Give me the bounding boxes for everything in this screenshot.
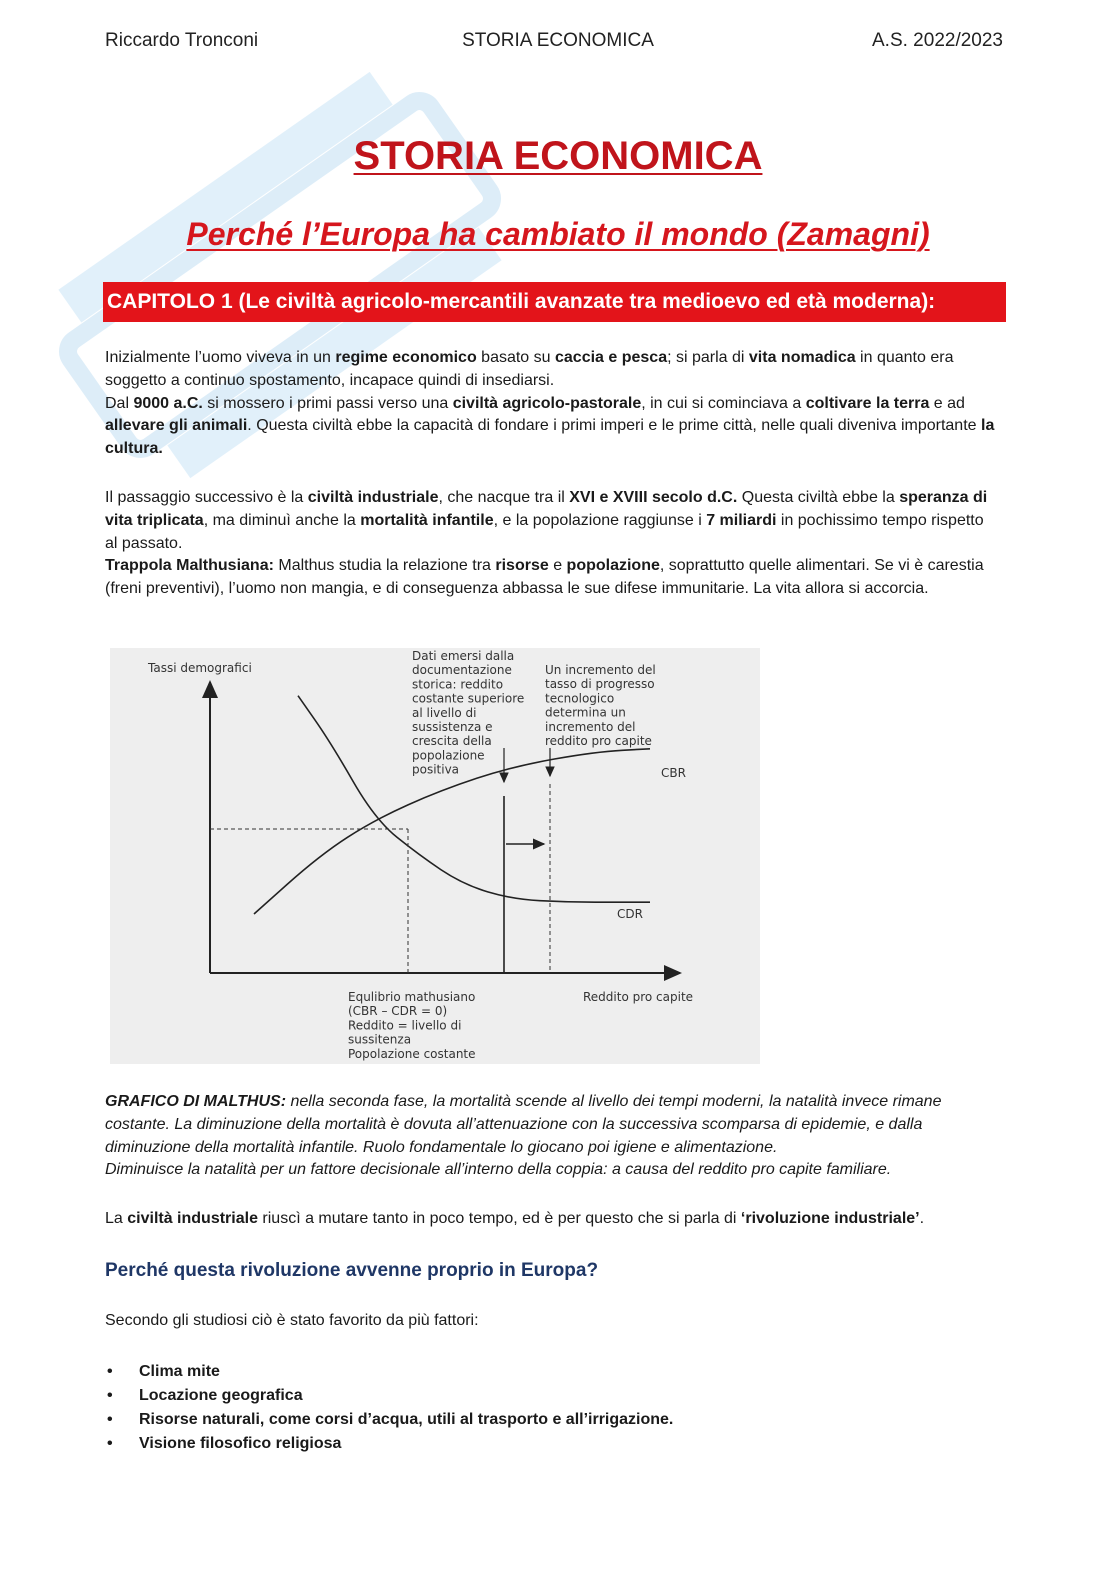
annotation-line: costante superiore [412, 691, 525, 706]
bullet-icon: • [107, 1411, 113, 1428]
annotation-line: storica: reddito [412, 677, 504, 692]
bullet-icon: • [107, 1387, 113, 1404]
factor-text: Visione filosofico religiosa [139, 1435, 342, 1452]
factors-intro: Secondo gli studiosi ciò è stato favorito da più fattori: [105, 1312, 479, 1329]
page-title: STORIA ECONOMICA [353, 134, 763, 178]
annotation-line: determina un [545, 705, 626, 720]
page-subtitle: Perché l’Europa ha cambiato il mondo (Zamagni) [186, 216, 930, 252]
annotation-line: popolazione [412, 748, 485, 763]
annotation-line: Equlibrio mathusiano [348, 990, 476, 1004]
annotation-line: incremento del [545, 719, 636, 734]
paragraph-nomadic: Inizialmente l’uomo viveva in un regime economico basato su caccia e pesca; si parla di vita nomadica in quanto era soggetto a continuo spostamento, incapace quindi di insediarsi. Dal 9000 a.C. si mossero i primi passi verso una civiltà agricolo-pastorale, in cui si cominciava a coltivare la terra e ad allevare gli animali. Questa civiltà ebbe la capacità di fondare i primi imperi e le prime città, nelle quali diveniva importante la cultura. [105, 349, 995, 458]
annotation-line: positiva [412, 762, 460, 777]
annotation-line: al livello di [412, 705, 477, 720]
header-course: STORIA ECONOMICA [462, 30, 654, 51]
annotation-line: crescita della [412, 734, 492, 749]
annotation-line: documentazione [412, 663, 512, 678]
factor-item [105, 1408, 905, 1432]
factor-item [105, 1360, 905, 1384]
factor-text: Risorse naturali, come corsi d’acqua, utili al trasporto e all’irrigazione. [139, 1411, 674, 1428]
bullet-icon: • [107, 1363, 113, 1380]
cbr-label: CBR [661, 766, 686, 780]
annotation-line: sussitenza [348, 1032, 412, 1047]
malthus-chart [110, 648, 760, 1064]
annotation-line: Popolazione costante [348, 1046, 476, 1061]
annotation-line: Reddito = livello di [348, 1018, 462, 1033]
annotation-tech-progress [545, 663, 656, 748]
malthus-chart-svg [110, 648, 760, 1064]
annotation-line: Un incremento del [545, 663, 656, 677]
annotation-line: (CBR – CDR = 0) [348, 1004, 448, 1019]
malthus-explanation: GRAFICO DI MALTHUS: nella seconda fase, la mortalità scende al livello dei tempi moderni, la natalità invece rimane costante. La diminuzione della mortalità è dovuta all’attenuazione con la successiva scomparsa di epidemie, e dalla diminuzione della mortalità infantile. Ruolo fondamentale lo giocano poi igiene e alimentazione. Diminuisce la natalità per un fattore decisionale all’interno della coppia: a causa del reddito pro capite familiare. [105, 1093, 942, 1179]
header-author: Riccardo Tronconi [105, 30, 259, 51]
factor-text: Locazione geografica [139, 1387, 303, 1404]
factors-list [105, 1360, 905, 1456]
bullet-icon: • [107, 1435, 113, 1452]
annotation-line: reddito pro capite [545, 734, 652, 748]
section-question-heading: Perché questa rivoluzione avvenne proprio in Europa? [105, 1260, 599, 1281]
factor-item [105, 1384, 905, 1408]
annotation-line: tecnologico [545, 691, 615, 706]
y-axis-label: Tassi demografici [148, 661, 252, 675]
annotation-line: sussistenza e [412, 720, 493, 734]
chapter-heading: CAPITOLO 1 (Le civiltà agricolo-mercantili avanzate tra medioevo ed età moderna): [103, 282, 1006, 322]
factor-text: Clima mite [139, 1363, 220, 1380]
factor-item [105, 1432, 905, 1456]
annotation-line: tasso di progresso [545, 677, 655, 692]
annotation-line: Dati emersi dalla [412, 649, 515, 663]
x-axis-label: Reddito pro capite [583, 990, 694, 1004]
annotation-equilibrium [348, 990, 476, 1061]
header-year: A.S. 2022/2023 [872, 30, 1003, 51]
paragraph-revolution: La civiltà industriale riuscì a mutare tanto in poco tempo, ed è per questo che si parla di ‘rivoluzione industriale’. [105, 1210, 925, 1227]
annotation-historical-data [412, 649, 524, 777]
paragraph-industrial: Il passaggio successivo è la civiltà industriale, che nacque tra il XVI e XVIII secolo d.C. Questa civiltà ebbe la speranza di vita triplicata, ma diminuì anche la mortalità infantile, e la popolazione raggiunse i 7 miliardi in pochissimo tempo rispetto al passato. Trappola Malthusiana: Malthus studia la relazione tra risorse e popolazione, soprattutto quelle alimentari. Se vi è carestia (freni preventivi), l’uomo non mangia, e di conseguenza abbassa le sue difese immunitarie. La vita allora si accorcia. [105, 489, 988, 598]
cdr-label: CDR [617, 907, 643, 921]
